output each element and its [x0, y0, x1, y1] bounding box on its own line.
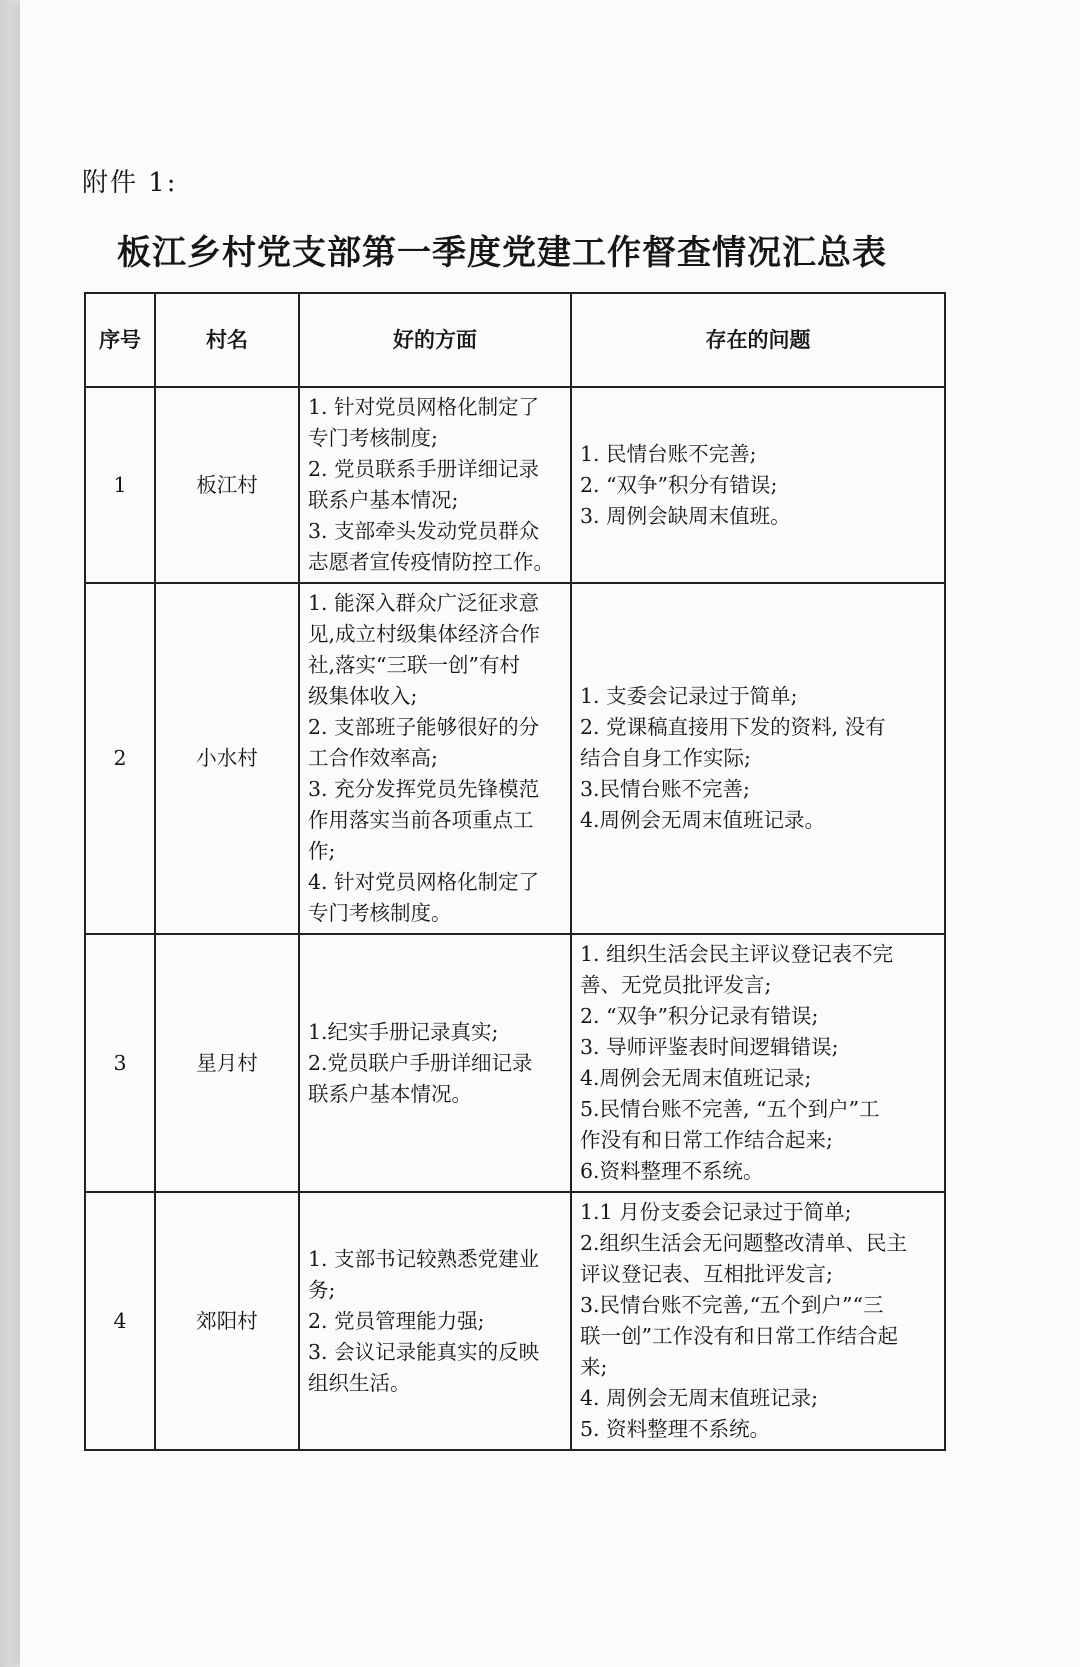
good-aspect-line: 1. 能深入群众广泛征求意	[308, 591, 540, 615]
good-aspect-line: 3. 充分发挥党员先锋模范	[308, 777, 540, 801]
issue-line: 结合自身工作实际;	[580, 746, 751, 770]
page-edge-shadow	[0, 0, 20, 1667]
good-aspects-cell	[299, 1192, 571, 1450]
issue-line: 来;	[580, 1355, 608, 1379]
good-aspect-line: 2. 党员联系手册详细记录	[308, 457, 540, 481]
good-aspect-line: 见,成立村级集体经济合作	[308, 622, 541, 646]
issues-cell	[571, 934, 945, 1192]
issue-line: 3.民情台账不完善,“五个到户”“三	[580, 1293, 884, 1317]
table-row	[85, 387, 945, 583]
good-aspect-line: 工合作效率高;	[308, 746, 438, 770]
good-aspect-line: 专门考核制度。	[308, 901, 452, 925]
header-issues: 存在的问题	[571, 293, 945, 387]
good-aspect-line: 组织生活。	[308, 1370, 411, 1395]
village-name: 小水村	[155, 583, 299, 934]
good-aspect-line: 志愿者宣传疫情防控工作。	[308, 550, 554, 574]
header-village: 村名	[155, 293, 299, 387]
good-aspect-line: 专门考核制度;	[308, 426, 438, 450]
issue-line: 4.周例会无周末值班记录;	[580, 1066, 812, 1090]
table-row	[85, 934, 945, 1192]
issue-line: 2. “双争”积分记录有错误;	[580, 1004, 819, 1028]
issue-line: 2. “双争”积分有错误;	[580, 472, 778, 497]
good-aspects-cell	[299, 934, 571, 1192]
header-good: 好的方面	[299, 293, 571, 387]
good-aspect-line: 2. 支部班子能够很好的分	[308, 715, 540, 739]
row-number: 2	[85, 583, 155, 934]
village-name: 星月村	[155, 934, 299, 1192]
table-body	[85, 387, 945, 1450]
issue-line: 3.民情台账不完善;	[580, 777, 750, 801]
table-header-row	[85, 293, 945, 387]
issue-line: 评议登记表、互相批评发言;	[580, 1262, 833, 1286]
table-row	[85, 583, 945, 934]
issue-line: 1. 组织生活会民主评议登记表不完	[580, 942, 894, 966]
issue-line: 3. 导师评鉴表时间逻辑错误;	[580, 1035, 839, 1059]
village-name: 郊阳村	[155, 1192, 299, 1450]
issue-line: 4.周例会无周末值班记录。	[580, 808, 826, 832]
village-name: 板江村	[155, 387, 299, 583]
issues-cell	[571, 1192, 945, 1450]
issue-line: 3. 周例会缺周末值班。	[580, 503, 791, 528]
issue-line: 1. 支委会记录过于简单;	[580, 684, 798, 708]
good-aspect-line: 社,落实“三联一创”有村	[308, 653, 520, 677]
issue-line: 5.民情台账不完善, “五个到户”工	[580, 1097, 880, 1121]
good-aspect-line: 务;	[308, 1277, 336, 1302]
good-aspect-line: 级集体收入;	[308, 684, 418, 708]
good-aspect-line: 联系户基本情况。	[308, 1081, 472, 1106]
good-aspect-line: 3. 支部牵头发动党员群众	[308, 519, 540, 543]
issue-line: 6.资料整理不系统。	[580, 1159, 764, 1183]
issue-line: 2. 党课稿直接用下发的资料, 没有	[580, 715, 886, 739]
good-aspect-line: 2.党员联户手册详细记录	[308, 1050, 533, 1075]
good-aspect-line: 3. 会议记录能真实的反映	[308, 1339, 540, 1364]
good-aspects-cell	[299, 583, 571, 934]
issue-line: 善、无党员批评发言;	[580, 973, 772, 997]
issue-line: 1. 民情台账不完善;	[580, 441, 757, 466]
header-no: 序号	[85, 293, 155, 387]
row-number: 3	[85, 934, 155, 1192]
good-aspect-line: 作用落实当前各项重点工	[308, 808, 534, 832]
good-aspect-line: 1. 针对党员网格化制定了	[308, 395, 540, 419]
table-row	[85, 1192, 945, 1450]
good-aspect-line: 1. 支部书记较熟悉党建业	[308, 1246, 540, 1271]
good-aspect-line: 4. 针对党员网格化制定了	[308, 870, 540, 894]
issue-line: 5. 资料整理不系统。	[580, 1417, 771, 1441]
document-title: 板江乡村党支部第一季度党建工作督查情况汇总表	[117, 233, 887, 273]
summary-table	[84, 292, 946, 1451]
row-number: 4	[85, 1192, 155, 1450]
issue-line: 1.1 月份支委会记录过于简单;	[580, 1200, 852, 1224]
good-aspect-line: 联系户基本情况;	[308, 488, 459, 512]
issue-line: 作没有和日常工作结合起来;	[580, 1128, 833, 1152]
issue-line: 2.组织生活会无问题整改清单、民主	[580, 1231, 908, 1255]
issues-cell	[571, 387, 945, 583]
good-aspects-cell	[299, 387, 571, 583]
issues-cell	[571, 583, 945, 934]
attachment-label: 附件 1:	[82, 168, 178, 198]
good-aspect-line: 1.纪实手册记录真实;	[308, 1019, 499, 1044]
good-aspect-line: 2. 党员管理能力强;	[308, 1308, 485, 1333]
issue-line: 4. 周例会无周末值班记录;	[580, 1386, 818, 1410]
row-number: 1	[85, 387, 155, 583]
issue-line: 联一创”工作没有和日常工作结合起	[580, 1324, 898, 1348]
good-aspect-line: 作;	[308, 839, 336, 863]
